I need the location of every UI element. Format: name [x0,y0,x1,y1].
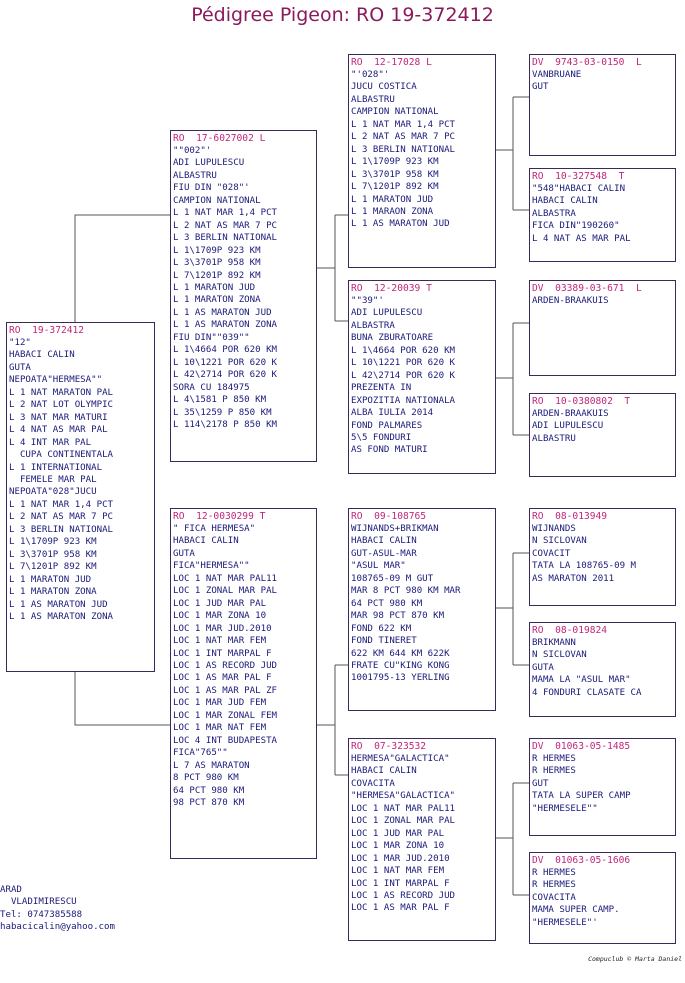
contact-line: habacicalin@yahoo.com [0,921,115,932]
sire-dam-sire-card [529,280,676,376]
pedigree-line: L 1 NAT MAR 1,4 PCT [351,119,456,130]
pedigree-line: L 1\4664 POR 620 KM [351,345,456,356]
pedigree-line: "12" [9,338,31,348]
pedigree-line: 622 KM 644 KM 622K [351,648,450,659]
pedigree-line: L 42\2714 POR 620 K [351,370,456,381]
pedigree-line: L 2 NAT AS MAR 7 PC [9,512,114,523]
pedigree-line: L 7\1201P 892 KM [173,270,261,281]
pedigree-line: FICA DIN"190260" [532,221,620,232]
pedigree-line: CAMPION NATIONAL [173,195,261,206]
connector-subject-dam [75,672,170,725]
pedigree-line: GUT [532,82,549,93]
pedigree-line: LOC 1 NAT MAR FEM [173,636,267,647]
dam-dam-card [348,738,496,941]
pedigree-line: FICA"765"" [173,748,228,759]
pedigree-line: SORA CU 184975 [173,382,250,393]
subject-pigeon-card [6,322,155,672]
pedigree-line: L 10\1221 POR 620 K [173,357,278,368]
pedigree-line: COVACITA [532,892,576,903]
pedigree-line: WIJNANDS+BRIKMAN [351,524,439,534]
pedigree-line: "ASUL MAR" [351,561,406,572]
pedigree-line: ALBASTRU [351,94,395,105]
pedigree-line: MAR 8 PCT 980 KM MAR [351,586,461,597]
pedigree-line: 4 FONDURI CLASATE CA [532,687,642,698]
pedigree-line: ""39"' [351,296,384,306]
dam-dam-dam-card [529,852,676,944]
pedigree-line: LOC 1 JUD MAR PAL [351,828,445,839]
software-credit: Compuclub © Marta Daniel [588,955,682,963]
pedigree-line: LOC 1 MAR ZONA 10 [351,841,445,852]
pedigree-line: ADI LUPULESCU [532,421,604,432]
ring-number: RO 12-17028 L [351,57,432,68]
sire-card [170,130,317,462]
pedigree-line: N SICLOVAN [532,536,587,547]
pedigree-line: LOC 1 NAT MAR PAL11 [351,803,456,814]
pedigree-line: LOC 1 MAR JUD.2010 [173,623,272,634]
pedigree-line: R HERMES [532,880,576,891]
pedigree-line: L 1 MARATON JUD [173,282,256,293]
pedigree-line: 5\5 FONDURI [351,432,412,443]
pedigree-line: N SICLOVAN [532,650,587,661]
pedigree-line: EXPOZITIA NATIONALA [351,395,456,406]
ring-number: RO 08-019824 [532,625,608,636]
pedigree-line: L 7 AS MARATON [173,760,250,771]
pedigree-line: "HERMESELE"" [532,803,598,814]
pedigree-line: ADI LUPULESCU [173,158,245,169]
sire-sire-sire-card [529,54,676,156]
pedigree-line: "548"HABACI CALIN [532,184,626,194]
pedigree-line: ""002"' [173,146,212,156]
ring-number: RO 10-0380802 T [532,396,631,407]
pedigree-line: L 3 BERLIN NATIONAL [173,233,278,244]
pedigree-line: L 114\2178 P 850 KM [173,419,278,430]
pedigree-line: L 1 AS MARATON JUD [9,599,108,610]
pedigree-line: L 1\1709P 923 KM [9,537,97,548]
pedigree-line: HABACI CALIN [9,350,75,361]
pedigree-line: LOC 1 AS MAR PAL F [173,673,272,684]
pedigree-line: L 2 NAT LOT OLYMPIC [9,400,114,411]
pedigree-line: LOC 1 INT MARPAL F [173,648,272,659]
pedigree-line: ALBASTRU [532,433,576,444]
pedigree-line: "'028"' [351,70,390,80]
pedigree-line: L 1 AS MARATON ZONA [9,611,114,622]
pedigree-line: TATA LA 108765-09 M [532,561,637,572]
pedigree-line: ARDEN-BRAAKUIS [532,409,609,419]
pedigree-line: ADI LUPULESCU [351,308,423,319]
pedigree-line: MAMA SUPER CAMP. [532,905,620,916]
sire-sire-card [348,54,496,268]
pedigree-line: "HERMESELE"' [532,917,598,928]
pedigree-line: LOC 1 MAR JUD.2010 [351,853,450,864]
ring-number: RO 12-20039 T [351,283,432,294]
pedigree-line: FIU DIN "028"' [173,183,250,194]
pedigree-line: LOC 1 ZONAL MAR PAL [351,816,456,827]
pedigree-line: GUT [532,778,549,789]
pedigree-line: BUNA ZBURATOARE [351,333,434,344]
pedigree-line: 8 PCT 980 KM [173,773,239,784]
pedigree-line: 98 PCT 870 KM [173,797,245,808]
pedigree-line: JUCU COSTICA [351,82,417,93]
pedigree-line: LOC 1 MAR ZONAL FEM [173,710,278,721]
pedigree-line: LOC 1 JUD MAR PAL [173,598,267,609]
pedigree-line: L 2 NAT AS MAR 7 PC [351,132,456,143]
ring-number: RO 10-327548 T [532,171,625,182]
pedigree-line: PREZENTA IN [351,383,412,394]
pedigree-line: " FICA HERMESA" [173,524,256,534]
pedigree-line: GUTA [9,362,31,373]
pedigree-line: L 4 NAT AS MAR PAL [532,233,631,244]
pedigree-line: L 2 NAT AS MAR 7 PC [173,220,278,231]
pedigree-line: L 1 AS MARATON ZONA [173,320,278,331]
pedigree-line: L 1\1709P 923 KM [351,157,439,168]
ring-number: RO 12-0030299 T [173,511,266,522]
pedigree-line: L 42\2714 POR 620 K [173,370,278,381]
pedigree-line: L 1 NAT MAR 1,4 PCT [9,499,114,510]
pedigree-line: FIU DIN""039"" [173,332,250,343]
pedigree-line: GUTA [173,548,195,559]
pedigree-line: FRATE CU"KING KONG [351,660,450,671]
pedigree-line: LOC 1 AS RECORD JUD [351,890,456,901]
pedigree-line: LOC 4 INT BUDAPESTA [173,735,278,746]
ring-number: RO 17-6027002 L [173,133,266,144]
sire-dam-card [348,280,496,474]
pedigree-line: HABACI CALIN [351,766,417,777]
pedigree-line: AS MARATON 2011 [532,573,615,584]
pedigree-line: LOC 1 NAT MAR FEM [351,866,445,877]
pedigree-line: L 1 AS MARATON JUD [351,219,450,230]
pedigree-line: ALBASTRU [173,170,217,181]
dam-sire-dam-card [529,622,676,717]
pedigree-line: LOC 1 MAR ZONA 10 [173,611,267,622]
dam-sire-sire-card [529,508,676,606]
pedigree-line: 64 PCT 980 KM [173,785,245,796]
contact-line: VLADIMIRESCU [0,897,77,908]
pedigree-line: L 3 NAT MAR MATURI [9,412,108,423]
pedigree-line: L 3 BERLIN NATIONAL [9,524,114,535]
pedigree-line: CUPA CONTINENTALA [9,450,114,461]
contact-line: ARAD [0,885,22,895]
dam-sire-card [348,508,496,711]
pedigree-line: L 1 MARAON ZONA [351,206,434,217]
ring-number: DV 03389-03-671 L [532,283,642,294]
pedigree-line: GUTA [532,662,554,673]
pedigree-line: AS FOND MATURI [351,445,428,456]
pedigree-line: L 1 MARATON ZONA [173,295,261,306]
connector-subject-sire [75,215,170,322]
pedigree-line: GUT-ASUL-MAR [351,548,417,559]
pedigree-line: L 1 NAT MAR 1,4 PCT [173,208,278,219]
pedigree-line: FOND PALMARES [351,420,423,431]
ring-number: DV 01063-05-1485 [532,741,631,752]
pedigree-line: BRIKMANN [532,638,576,648]
pedigree-line: LOC 1 AS MAR PAL F [351,903,450,914]
pedigree-line: L 3\3701P 958 KM [351,169,439,180]
pedigree-line: L 1 MARATON JUD [9,574,92,585]
sire-sire-dam-card [529,168,676,262]
pedigree-line: LOC 1 AS RECORD JUD [173,660,278,671]
pedigree-line: ALBASTRA [351,320,395,331]
pedigree-line: L 10\1221 POR 620 K [351,358,456,369]
pedigree-line: 108765-09 M GUT [351,573,434,584]
pedigree-line: 64 PCT 980 KM [351,598,423,609]
ring-number: RO 09-108765 [351,511,427,522]
pedigree-line: LOC 1 ZONAL MAR PAL [173,586,278,597]
dam-dam-sire-card [529,738,676,836]
ring-number: RO 08-013949 [532,511,608,522]
pedigree-line: FICA"HERMESA"" [173,561,250,572]
pedigree-line: L 1 INTERNATIONAL [9,462,103,473]
pedigree-line: L 1 NAT MARATON PAL [9,387,114,398]
ring-number: DV 9743-03-0150 L [532,57,642,68]
pedigree-line: LOC 1 MAR NAT FEM [173,723,267,734]
pedigree-line: 1001795-13 YERLING [351,673,450,684]
ring-number: RO 07-323532 [351,741,427,752]
pedigree-line: ALBASTRA [532,208,576,219]
pedigree-line: L 35\1259 P 850 KM [173,407,272,418]
pedigree-line: L 4 INT MAR PAL [9,437,92,448]
pedigree-line: L 4 NAT AS MAR PAL [9,425,108,436]
pedigree-line: MAR 98 PCT 870 KM [351,611,445,622]
dam-card [170,508,317,859]
pedigree-line: L 7\1201P 892 KM [351,182,439,193]
pedigree-line: "HERMESA"GALACTICA" [351,791,456,802]
pedigree-line: L 1 AS MARATON JUD [173,307,272,318]
pedigree-line: FOND 622 KM [351,623,412,634]
pedigree-line: L 1\4664 POR 620 KM [173,345,278,356]
pedigree-line: LOC 1 AS MAR PAL ZF [173,685,278,696]
pedigree-line: L 1 MARATON ZONA [9,587,97,598]
pedigree-line: TATA LA SUPER CAMP [532,791,631,802]
breeder-contact [0,884,115,933]
pedigree-line: NEPOATA"HERMESA"" [9,375,103,386]
ring-number: DV 01063-05-1606 [532,855,631,866]
pedigree-line: HERMESA"GALACTICA" [351,754,450,764]
pedigree-line: COVACITA [351,778,395,789]
pedigree-line: L 4\1581 P 850 KM [173,395,267,406]
pedigree-line: LOC 1 MAR JUD FEM [173,698,267,709]
pedigree-line: R HERMES [532,754,576,764]
pedigree-line: MAMA LA "ASUL MAR" [532,675,631,686]
pedigree-line: VANBRUANE [532,70,582,80]
pedigree-line: ARDEN-BRAAKUIS [532,296,609,306]
pedigree-line: HABACI CALIN [173,536,239,547]
pedigree-line: LOC 1 INT MARPAL F [351,878,450,889]
pedigree-line: CAMPION NATIONAL [351,107,439,118]
sire-dam-dam-card [529,393,676,477]
pedigree-line: L 3\3701P 958 KM [9,549,97,560]
pedigree-line: LOC 1 NAT MAR PAL11 [173,573,278,584]
pedigree-line: WIJNANDS [532,524,576,534]
ring-number: RO 19-372412 [9,325,85,336]
pedigree-line: L 1 MARATON JUD [351,194,434,205]
pedigree-line: L 7\1201P 892 KM [9,562,97,573]
page-title: Pédigree Pigeon: RO 19-372412 [191,4,494,26]
pedigree-line: R HERMES [532,868,576,878]
pedigree-line: COVACIT [532,548,571,559]
pedigree-line: FEMELE MAR PAL [9,474,97,485]
pedigree-line: NEPOATA"028"JUCU [9,487,97,498]
pedigree-line: L 3\3701P 958 KM [173,258,261,269]
pedigree-line: HABACI CALIN [532,196,598,207]
pedigree-line: L 3 BERLIN NATIONAL [351,144,456,155]
pedigree-line: HABACI CALIN [351,536,417,547]
pedigree-line: L 1\1709P 923 KM [173,245,261,256]
pedigree-line: ALBA IULIA 2014 [351,408,434,419]
pedigree-line: FOND TINERET [351,636,417,647]
contact-line: Tel: 0747385588 [0,909,83,920]
pedigree-line: R HERMES [532,766,576,777]
